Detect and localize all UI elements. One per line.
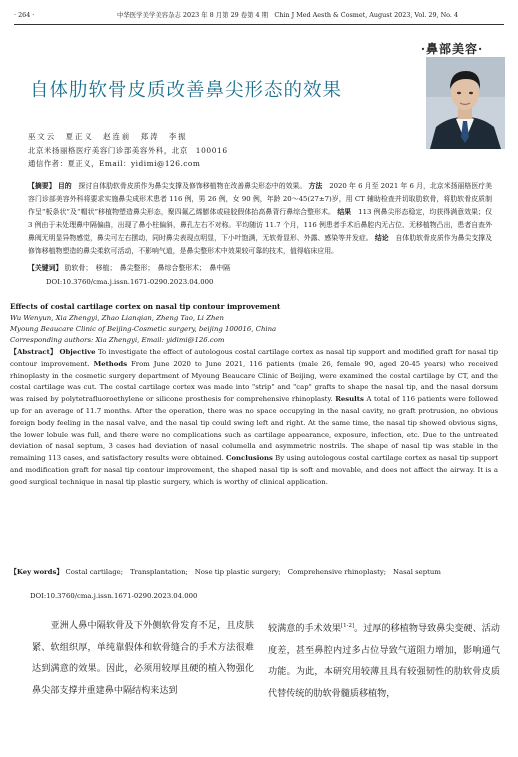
keywords-cn-text: 肋软骨； 移植； 鼻尖整形； 鼻综合整形术； 鼻中隔 [64, 264, 231, 272]
section-label: ·鼻部美容· [420, 42, 484, 56]
body-column-left [32, 616, 254, 702]
abstract-en-label: 【Abstract】 [10, 348, 58, 356]
objective-text-en: To investigate the effect of autologous costal cartilage cortex as nasal tip support and modified graft for nasal tip contour improvement. [10, 348, 498, 368]
page-number: · 264 · [14, 11, 35, 19]
keywords-en [10, 567, 498, 579]
citation-ref[interactable]: [1-2] [340, 623, 355, 629]
keywords-cn-label: 【关键词】 [28, 264, 63, 272]
results-text-en: A total of 116 patients were followed up for an average of 11.7 months. After the operation, there was no space occupying in the nasal cavity, no graft protrusion, no obvious foreign body feeling in the nasal valve, and the nasal tip could swing left and right. At the same time, the nasal tip showed obvious signs, the lower lobule was full, and there were no complications such as cartilage appearance, exposure, infection, etc. Due to the untreated deviation of nasal septum, 3 cases had deviation of nasal columella and asymmetric nostrils. The shape of nasal tip was stable in the remaining 113 cases, and satisfactory results were obtained. [10, 395, 498, 463]
body-left-text: 亚洲人鼻中隔软骨及下外侧软骨发育不足，且皮肤紧、软组织厚，单纯靠假体和软骨缝合的手术方法很难达到满意的效果。因此，必须用较厚且硬的植入物强化鼻尖部支撑并重建鼻中隔结构来达到 [32, 621, 254, 696]
authors-en: Wu Wenyun, Xia Zhengyi, Zhao Lianqian, Zheng Tao, Li Zhen [10, 314, 224, 322]
objective-text-cn: 探讨自体肋软骨皮质作为鼻尖支撑及修饰移植物在改善鼻尖形态中的效果。 [78, 182, 307, 190]
header-divider [14, 24, 504, 25]
conclusion-label-cn: 结论 [374, 234, 389, 243]
abstract-cn [28, 180, 492, 259]
article-title-cn: 自体肋软骨皮质改善鼻尖形态的效果 [30, 80, 343, 101]
corresponding-author-cn: 通信作者：夏正义，Email：yidimi@126.com [28, 159, 201, 168]
objective-label-en: Objective [59, 348, 96, 356]
results-text-cn: 113 例鼻尖形态稳定，均获得满意效果；仅 3 例由于未处理鼻中隔偏曲，出现了鼻小柱偏斜，鼻孔左右不对称。平均随访 11.7 个月，116 例患者手术后鼻腔内无占位、无移植物凸出，患者自查外鼻阀无明显异物感觉，鼻尖可左右摆动，同时鼻尖表现点明显，下小叶饱满，无软骨显形、外露、感染等并发症。 [28, 208, 493, 243]
article-title-en: Effects of costal cartilage cortex on nasal tip contour improvement [10, 302, 281, 311]
conclusion-text-cn: 自体肋软骨皮质作为鼻尖支撑及修饰移植物塑造的鼻尖柔软可活动，不影响气道，是鼻尖整形术中效果较可靠的技术，值得临床应用。 [28, 234, 493, 256]
methods-text-en: From June 2020 to June 2021, 116 patients (male 26, female 90, aged 20-45 years) who received rhinoplasty in the cosmetic surgery department of Myoung Beaucare Clinic of Beijing, were examined the costal cartilage by CT, and the costal cartilage was cut. The costal cartilage cortex was made into "strip" and "cap" grafts to shape the nasal tip, and the nasal dorsum was raised by polytetrafluoroethylene or silicone prosthesis for comprehensive rhinoplasty. [10, 359, 498, 404]
methods-label-en: Methods [93, 359, 128, 368]
methods-text-cn: 2020 年 6 月至 2021 年 6 月，北京米扬丽格医疗美容门诊部美容外科将要求实施鼻尖成形术患者 116 例，男 26 例，女 90 例，年龄 20～45(27±7)岁，用 CT 辅助检查并切取肋软骨，将肋软骨皮质制作呈“板条状”及“帽状”移植物塑造鼻尖形态，聚四氟乙烯膨体或硅胶假体抬高鼻背行鼻综合整形术。 [28, 182, 493, 217]
affiliation-en: Myoung Beaucare Clinic of Beijing-Cosmetic surgery, beijing 100016, China [10, 325, 277, 333]
author-photo [426, 57, 505, 149]
methods-label-cn: 方法 [308, 182, 323, 190]
body-right-text-pre: 较满意的手术效果 [268, 624, 341, 635]
keywords-en-label: 【Key words】 [10, 568, 64, 576]
body-column-right [268, 616, 500, 705]
keywords-cn [28, 262, 230, 275]
abstract-cn-label: 【摘要】 [28, 182, 56, 190]
conclusion-text-en: By using autologous costal cartilage cortex as nasal tip support and modification graft for nasal tip contour improvement, the shaped nasal tip is soft and movable, and does not affect the airway. It is a good surgical technique in nasal tip plastic surgery, which is worthy of clinical application. [10, 454, 498, 486]
doi-en: DOI:10.3760/cma.j.issn.1671-0290.2023.04.000 [30, 592, 198, 600]
author-portrait-image [426, 57, 505, 149]
conclusion-label-en: Conclusions [225, 454, 273, 463]
abstract-en [10, 347, 498, 489]
doi-cn: DOI:10.3760/cma.j.issn.1671-0290.2023.04.000 [46, 278, 214, 286]
objective-label-cn: 目的 [57, 182, 72, 190]
results-label-en: Results [335, 395, 364, 404]
corresponding-author-en: Corresponding authors: Xia Zhengyi, Email: yidimi@126.com [10, 336, 225, 344]
journal-citation: 中华医学美学美容杂志 2023 年 8 月第 29 卷第 4 期 Chin J Med Aesth & Cosmet, August 2023, Vol. 29, No. 4 [117, 11, 459, 19]
affiliation-cn: 北京米扬丽格医疗美容门诊部美容外科，北京 100016 [28, 146, 228, 155]
results-label-cn: 结果 [337, 208, 352, 217]
keywords-en-text: Costal cartilage; Transplantation; Nose tip plastic surgery; Comprehensive rhinoplasty; Nasal septum [65, 568, 441, 576]
authors-cn: 巫文云 夏正义 赵连前 郑涛 李振 [28, 132, 188, 141]
running-header [14, 9, 504, 21]
body-right-text-post: 。过厚的移植物导致鼻尖变硬、活动度差，甚至鼻腔内过多占位导致气道阻力增加，影响通气功能。为此，本研究用较薄且具有较强韧性的肋软骨皮质代替传统的肋软骨髓质移植物， [268, 624, 500, 699]
